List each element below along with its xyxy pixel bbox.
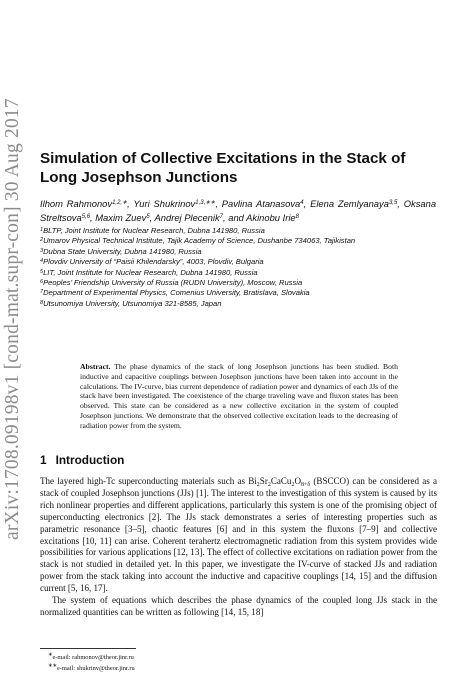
- footnote-text: e-mail: shukrinv@theor.jinr.ru: [56, 665, 135, 673]
- abstract: [80, 362, 398, 431]
- author-affiliation-marks: 5: [146, 213, 150, 220]
- footnote-text: e-mail: rahmonov@theor.jinr.ru: [52, 654, 134, 662]
- author-name: Oksana Streltsova: [40, 198, 437, 223]
- footnote-mark: ∗∗: [48, 663, 57, 670]
- affiliation-number: 5: [40, 268, 44, 275]
- paper-title: Simulation of Collective Excitations in the Stack of Long Josephson Junctions: [40, 150, 406, 186]
- affiliation-number: 8: [40, 299, 44, 306]
- formula-subscript: 2: [267, 482, 271, 488]
- affiliation-list: [40, 226, 440, 309]
- affiliation-item: [40, 288, 440, 298]
- intro-paragraph-2: The system of equations which describes the phase dynamics of the coupled long JJs stack in the normalized quantities can be written as following [14, 15, 18]: [40, 595, 437, 617]
- intro-p1-start: The layered high-Tc superconducting materials such as Bi: [40, 476, 257, 486]
- author-affiliation-marks: 1,2,∗: [112, 200, 128, 206]
- bscco-formula: [257, 476, 310, 486]
- formula-element: CaCu: [270, 476, 292, 486]
- author-name: Maxim Zuev: [95, 211, 147, 223]
- affiliation-text: Department of Experimental Physics, Comenius University, Bratislava, Slovakia: [43, 288, 310, 298]
- author-list: Ilhom Rahmonov$^{1,2,∗}$, Yuri Shukrinov$^{1,3,∗∗}$, Pavlina Atanasova$^4$, Elena Zemlyanaya$^{3,5}$, Oksana Streltsova$^{5,6}$, Maxim Zuev$^5$, Andrej Plecenik$^7$, and Akinobu Irie$^8$: [40, 198, 437, 223]
- affiliation-text: LIT, Joint Institute for Nuclear Research, Dubna 141980, Russia: [43, 267, 258, 277]
- affiliation-item: [40, 236, 440, 246]
- affiliation-number: 7: [40, 289, 44, 296]
- footnote-mark: ∗: [48, 652, 53, 658]
- formula-element: O: [294, 476, 301, 486]
- affiliation-item: [40, 268, 440, 278]
- formula-subscript: 8+δ: [300, 482, 311, 488]
- footnote-item: [40, 651, 340, 662]
- author-affiliation-marks: 3,5: [388, 200, 398, 206]
- footnote-item: [40, 662, 340, 673]
- affiliation-item: [40, 257, 440, 267]
- author-affiliation-marks: 5,6: [81, 213, 91, 220]
- affiliation-number: 1: [40, 227, 44, 233]
- formula-subscript: 2: [256, 482, 260, 488]
- abstract-label: Abstract.: [80, 362, 111, 371]
- formula-element: Sr: [259, 476, 268, 486]
- affiliation-item: [40, 247, 440, 257]
- introduction-body: [40, 476, 437, 619]
- affiliation-number: 3: [40, 247, 44, 254]
- author-affiliation-marks: 7: [219, 213, 224, 220]
- author-name: Yuri Shukrinov: [133, 198, 196, 209]
- abstract-text: The phase dynamics of the stack of long Josephson junctions has been studied. Both inductive and capacitive couplings between Josephson junctions have been taken into account in the calculations. The IV-curve, bias current dependence of radiation power and dynamics of each JJs of the stack have been investigated. The coexistence of the charge traveling wave and fluxon states has been observed. This state can be considered as a new collective excitation in the system of coupled Josephson junctions. We demonstrate that the observed collective excitation leads to the decreasing of radiation power from the system.: [80, 362, 398, 430]
- author-affiliation-marks: 4: [300, 200, 304, 206]
- author-affiliation-marks: 8: [295, 213, 299, 220]
- author-name: Ilhom Rahmonov: [40, 198, 113, 209]
- affiliation-text: BLTP, Joint Institute for Nuclear Research, Dubna 141980, Russia: [43, 226, 265, 235]
- footnotes: [40, 651, 340, 673]
- intro-paragraph-1: [40, 476, 437, 595]
- affiliation-text: Dubna State University, Dubna 141980, Russia: [43, 246, 202, 256]
- affiliation-item: [40, 226, 440, 236]
- intro-p1-rest: (BSCCO) can be considered as a stack of coupled Josephson junctions (JJs) [1]. The interest to the investigation of this system is caused by its rich nonlinear properties and different applications, particularly this system is one of the promising object of superconducting electronics [2]. The JJs stack demonstrates a series of interesting properties such as parametric resonance [3–5], chaotic features [6] and in this system the fluxons [7–9] and collective excitations [10, 11] can arise. Coherent terahertz electromagnetic radiation from this system provides wide possibilities for various applications [12, 13]. The effect of collective excitations on radiation power from the stack is not studied in detailed yet. In this paper, we investigate the IV-curve of stacked JJs and radiation power from the stack taking into account the inductive and capacitive couplings [14, 15] and the diffusion current [5, 16, 17].: [40, 476, 437, 594]
- author-affiliation-marks: 1,3,∗∗: [195, 200, 216, 206]
- affiliation-number: 2: [40, 237, 44, 244]
- affiliation-item: [40, 299, 440, 309]
- author-name: Elena Zemlyanaya: [310, 198, 389, 209]
- section-heading: [40, 453, 133, 467]
- affiliation-text: Utsunomiya University, Utsunomiya 321-8585, Japan: [43, 298, 222, 308]
- affiliation-number: 6: [40, 279, 44, 286]
- affiliation-item: [40, 278, 440, 288]
- arxiv-identifier: arXiv:1708.09198v1 [cond-mat.supr-con] 30 Aug 2017: [2, 98, 23, 540]
- author-name: Pavlina Atanasova: [221, 198, 301, 209]
- affiliation-text: Peoples’ Friendship University of Russia (RUDN University), Moscow, Russia: [43, 278, 303, 288]
- section-title: Introduction: [55, 453, 125, 467]
- section-number: 1: [40, 453, 47, 467]
- author-name: Akinobu Irie: [246, 211, 296, 223]
- author-name: Andrej Plecenik: [154, 211, 220, 223]
- affiliation-text: Umarov Physical Technical Institute, Tajik Academy of Science, Dushanbe 734063, Tajikistan: [43, 236, 356, 246]
- formula-subscript: 2: [291, 482, 295, 488]
- affiliation-text: Plovdiv University of “Paisii Khilendarsky”, 4003, Plovdiv, Bulgaria: [43, 257, 264, 267]
- affiliation-number: 4: [40, 258, 44, 265]
- footnote-rule: [40, 648, 136, 649]
